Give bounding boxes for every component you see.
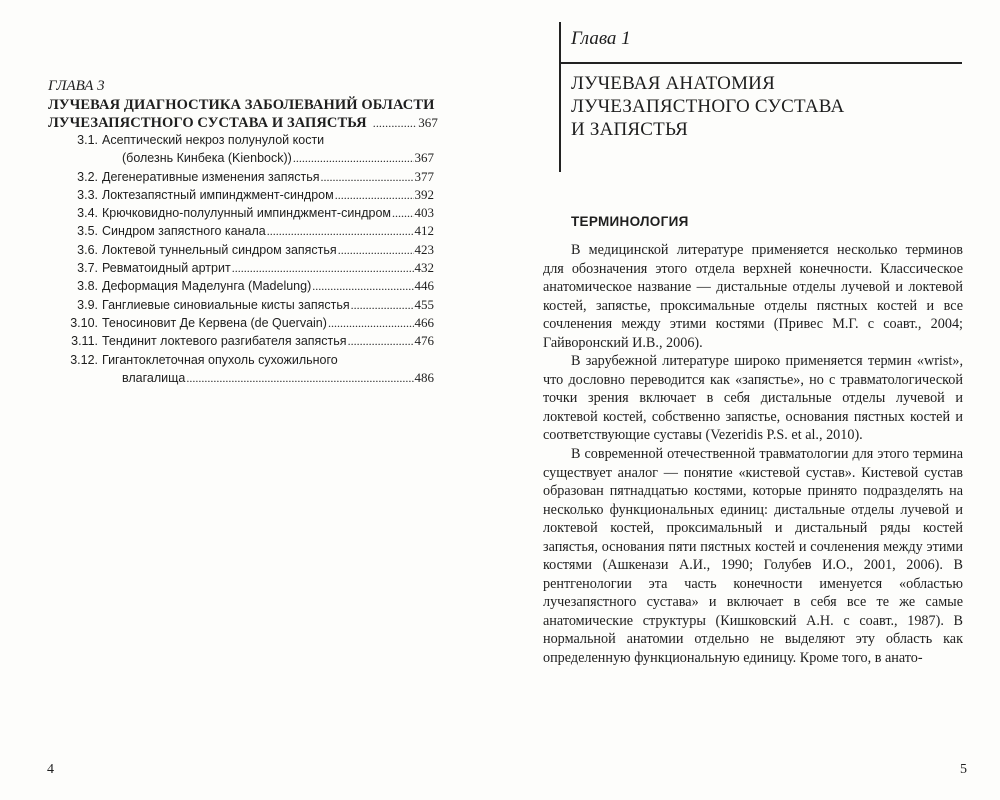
- dot-leader: [293, 149, 414, 167]
- toc-entry[interactable]: [48, 259, 434, 277]
- toc-entry-number: 3.4.: [77, 206, 98, 221]
- toc-entry-number: 3.10.: [70, 315, 98, 330]
- toc-entry[interactable]: [48, 351, 434, 369]
- dot-leader: [351, 296, 414, 314]
- page-number: 4: [47, 762, 54, 777]
- toc-entry-text: Теносиновит Де Кервена (de Quervain): [102, 315, 327, 330]
- toc-entry[interactable]: [48, 204, 434, 222]
- toc-entry-text: Тендинит локтевого разгибателя запястья: [102, 334, 347, 349]
- toc-entry-text: Асептический некроз полунулой кости: [102, 133, 325, 147]
- toc-entry-number: 3.2.: [77, 169, 98, 184]
- toc-entry-text: Гигантоклеточная опухоль сухожильного: [102, 352, 338, 367]
- dot-leader: [267, 222, 414, 240]
- right-page: [500, 0, 1000, 800]
- paragraph: В медицинской литературе применяется несколько терминов для обозначения этого отдела верхней конечности. Классическое анатомическое название — дистальные отделы лучевой и локтевой костей, запястье, проксимальные отделы пястных костей и все сочленения между этими костями (Привес М.Г. с соавт., 2004; Гайворонский И.В., 2006).: [543, 242, 963, 351]
- dot-leader: [232, 259, 414, 277]
- toc-entry-page: 466: [414, 314, 434, 330]
- toc-entry[interactable]: [48, 241, 434, 259]
- toc-entry-page: 486: [414, 369, 434, 385]
- section-heading: ТЕРМИНОЛОГИЯ: [571, 214, 689, 229]
- toc-entry-number: 3.5.: [77, 224, 98, 239]
- dot-leader: [321, 168, 414, 186]
- toc-entry-number: 3.1.: [77, 133, 98, 147]
- toc-entry[interactable]: [48, 277, 434, 295]
- toc-entry[interactable]: [48, 332, 434, 350]
- toc-entry-text: Ганглиевые синовиальные кисты запястья: [102, 297, 350, 312]
- dot-leader: [312, 277, 413, 295]
- chapter-header: [547, 22, 962, 172]
- toc-chapter-title: [48, 96, 438, 132]
- toc-chapter-title-row: [48, 114, 438, 132]
- toc-entry-number: 3.8.: [77, 279, 98, 294]
- toc-entry-page: 403: [414, 205, 434, 221]
- paragraph: В зарубежной литературе широко применяется термин «wrist», что дословно переводится как «запястье», но с травматологической точки зрения включает в себя дистальные отделы лучевой и локтевой костей, собственно запястье, основания пястных костей и соответствующие суставы (Vezeridis P.S. et al., 2010).: [543, 353, 963, 444]
- toc-entry-text: Синдром запястного канала: [102, 224, 266, 239]
- toc-entry[interactable]: [48, 131, 434, 149]
- toc-chapter-page: 367: [418, 115, 438, 130]
- toc-entry[interactable]: [48, 296, 434, 314]
- toc-entry-text: влагалища: [122, 370, 186, 385]
- toc-entry[interactable]: [48, 168, 434, 186]
- toc-entry-page: 432: [414, 260, 434, 276]
- toc-entry-page: 377: [414, 168, 434, 184]
- dot-leader: [335, 186, 414, 204]
- dot-leader: [373, 114, 417, 132]
- toc-entry-text: Дегенеративные изменения запястья: [102, 169, 320, 184]
- chapter-title-line: ЛУЧЕВАЯ АНАТОМИЯ: [571, 73, 775, 94]
- horizontal-rule: [559, 62, 962, 64]
- toc-chapter-title-line1: ЛУЧЕВАЯ ДИАГНОСТИКА ЗАБОЛЕВАНИЙ ОБЛАСТИ: [48, 97, 435, 113]
- toc-entry-page: 446: [414, 278, 434, 294]
- toc-entry-text: Локтезапястный импинджмент-синдром: [102, 187, 334, 202]
- toc-entry-page: 455: [414, 296, 434, 312]
- toc-entry-text: (болезнь Кинбека (Kienbock)): [122, 151, 292, 166]
- toc-entry-page: 423: [414, 241, 434, 257]
- toc-entry-number: 3.6.: [77, 242, 98, 257]
- toc-entry-number: 3.9.: [77, 297, 98, 312]
- toc-entry[interactable]: [48, 222, 434, 240]
- toc-entry-number: 3.12.: [70, 352, 98, 367]
- paragraph: В современной отечественной травматологии для этого термина существует аналог — понятие «кистевой сустав». Кистевой сустав образован пятнадцатью костями, которые принято подразделять на несколько функциональных единиц: дистальные отделы лучевой и локтевой костей, проксимальный и дистальный ряды костей запястья, основания пяти пястных костей и сочленения между этими костями (Ашкенази А.И., 1990; Голубев И.О., 2001, 2006). В рентгенологии эта часть конечности именуется «областью лучезапястного сустава» и включает в себя все те же самые анатомические структуры (Кишковский А.Н. с соавт., 1987). В нормальной анатомии отдельно не выделяют эту область как определенную функциональную единицу. Кроме того, в анато-: [543, 446, 963, 667]
- toc-entry-page: 412: [414, 223, 434, 239]
- toc-entry-number: 3.11.: [71, 334, 98, 349]
- toc-entry-text: Локтевой туннельный синдром запястья: [102, 242, 337, 257]
- chapter-title-line: ЛУЧЕЗАПЯСТНОГО СУСТАВА: [571, 96, 845, 117]
- toc-entry-number: 3.3.: [77, 187, 98, 202]
- chapter-title-line: И ЗАПЯСТЬЯ: [571, 119, 688, 140]
- dot-leader: [392, 204, 414, 222]
- chapter-label: Глава 1: [571, 28, 631, 49]
- body-text: [543, 241, 963, 668]
- toc-list: [48, 131, 434, 387]
- page-number: 5: [960, 762, 967, 777]
- toc-entry-number: 3.7.: [77, 261, 98, 276]
- toc-entry[interactable]: [48, 149, 434, 167]
- dot-leader: [338, 241, 414, 259]
- toc-entry[interactable]: [48, 314, 434, 332]
- dot-leader: [348, 332, 414, 350]
- dot-leader: [186, 369, 413, 387]
- toc-entry-text: Деформация Маделунга (Madelung): [102, 279, 312, 294]
- chapter-title: [571, 72, 961, 141]
- toc-chapter-title-line2: ЛУЧЕЗАПЯСТНОГО СУСТАВА И ЗАПЯСТЬЯ: [48, 115, 367, 131]
- toc-entry-text: Крючковидно-полулунный импинджмент-синдром: [102, 206, 391, 221]
- toc-entry[interactable]: [48, 369, 434, 387]
- toc-entry[interactable]: [48, 186, 434, 204]
- dot-leader: [328, 314, 414, 332]
- toc-chapter-label: ГЛАВА 3: [48, 78, 105, 94]
- toc-entry-text: Ревматоидный артрит: [102, 261, 231, 276]
- toc-entry-page: 476: [414, 333, 434, 349]
- toc-entry-page: 392: [414, 186, 434, 202]
- vertical-rule: [559, 22, 561, 172]
- toc-entry-page: 367: [414, 150, 434, 166]
